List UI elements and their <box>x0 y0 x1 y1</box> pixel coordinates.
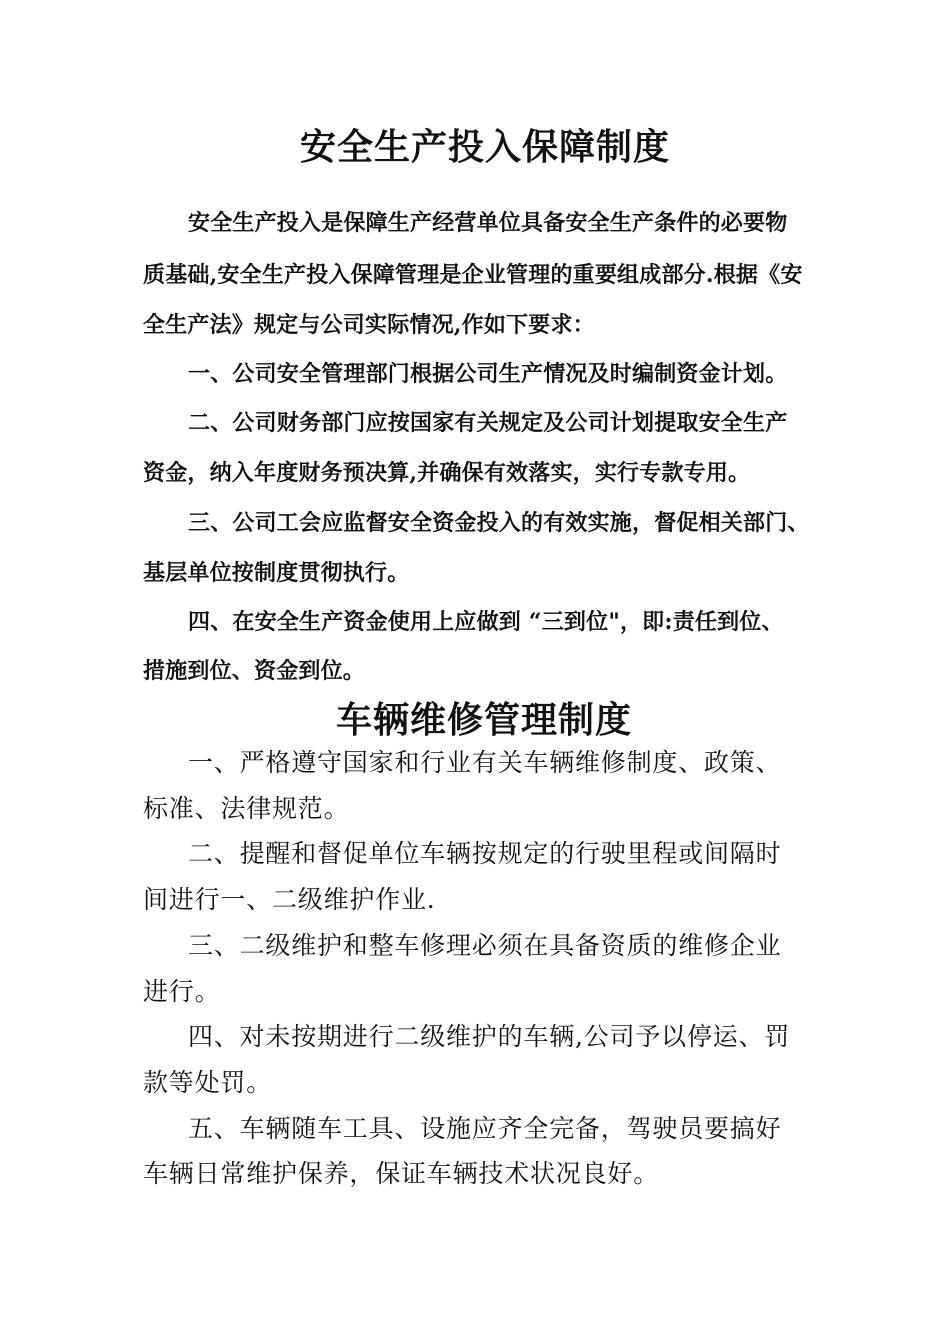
section-1-line: 全生产法》规定与公司实际情况,作如下要求： <box>143 312 595 338</box>
section-2-title: 车辆维修管理制度 <box>336 699 633 741</box>
section-2-line: 进行。 <box>143 977 221 1006</box>
section-2-line: 二、提醒和督促单位车辆按规定的行驶里程或间隔时 <box>188 839 782 868</box>
section-2-line: 五、车辆随车工具、设施应齐全完备，驾驶员要搞好 <box>188 1114 782 1143</box>
section-1-line: 安全生产投入是保障生产经营单位具备安全生产条件的必要物 <box>188 210 788 236</box>
section-2-line: 标准、法律规范。 <box>143 794 350 823</box>
section-1-line: 一、公司安全管理部门根据公司生产情况及时编制资金计划。 <box>188 361 788 387</box>
section-1-line: 三、公司工会应监督安全资金投入的有效实施，督促相关部门、 <box>188 510 810 536</box>
section-1-title: 安全生产投入保障制度 <box>300 126 671 168</box>
section-1-line: 措施到位、资金到位。 <box>143 658 366 684</box>
section-2-line: 车辆日常维护保养，保证车辆技术状况良好。 <box>143 1159 660 1188</box>
section-1-line: 基层单位按制度贯彻执行。 <box>143 560 410 586</box>
section-2-line: 四、对未按期进行二级维护的车辆,公司予以停运、罚 <box>188 1022 791 1051</box>
section-2-line: 一、严格遵守国家和行业有关车辆维修制度、政策、 <box>188 748 782 777</box>
section-1-line: 资金，纳入年度财务预决算,并确保有效落实，实行专款专用。 <box>143 460 751 486</box>
section-1-line: 质基础,安全生产投入保障管理是企业管理的重要组成部分.根据《安 <box>143 262 803 288</box>
section-2-line: 款等处罚。 <box>143 1068 273 1097</box>
section-2-line: 三、二级维护和整车修理必须在具备资质的维修企业 <box>188 931 782 960</box>
section-2-line: 间进行一、二级维护作业. <box>143 885 436 914</box>
section-1-line: 四、在安全生产资金使用上应做到 “三到位"，即:责任到位、 <box>188 609 784 635</box>
section-1-line: 二、公司财务部门应按国家有关规定及公司计划提取安全生产 <box>188 410 788 436</box>
